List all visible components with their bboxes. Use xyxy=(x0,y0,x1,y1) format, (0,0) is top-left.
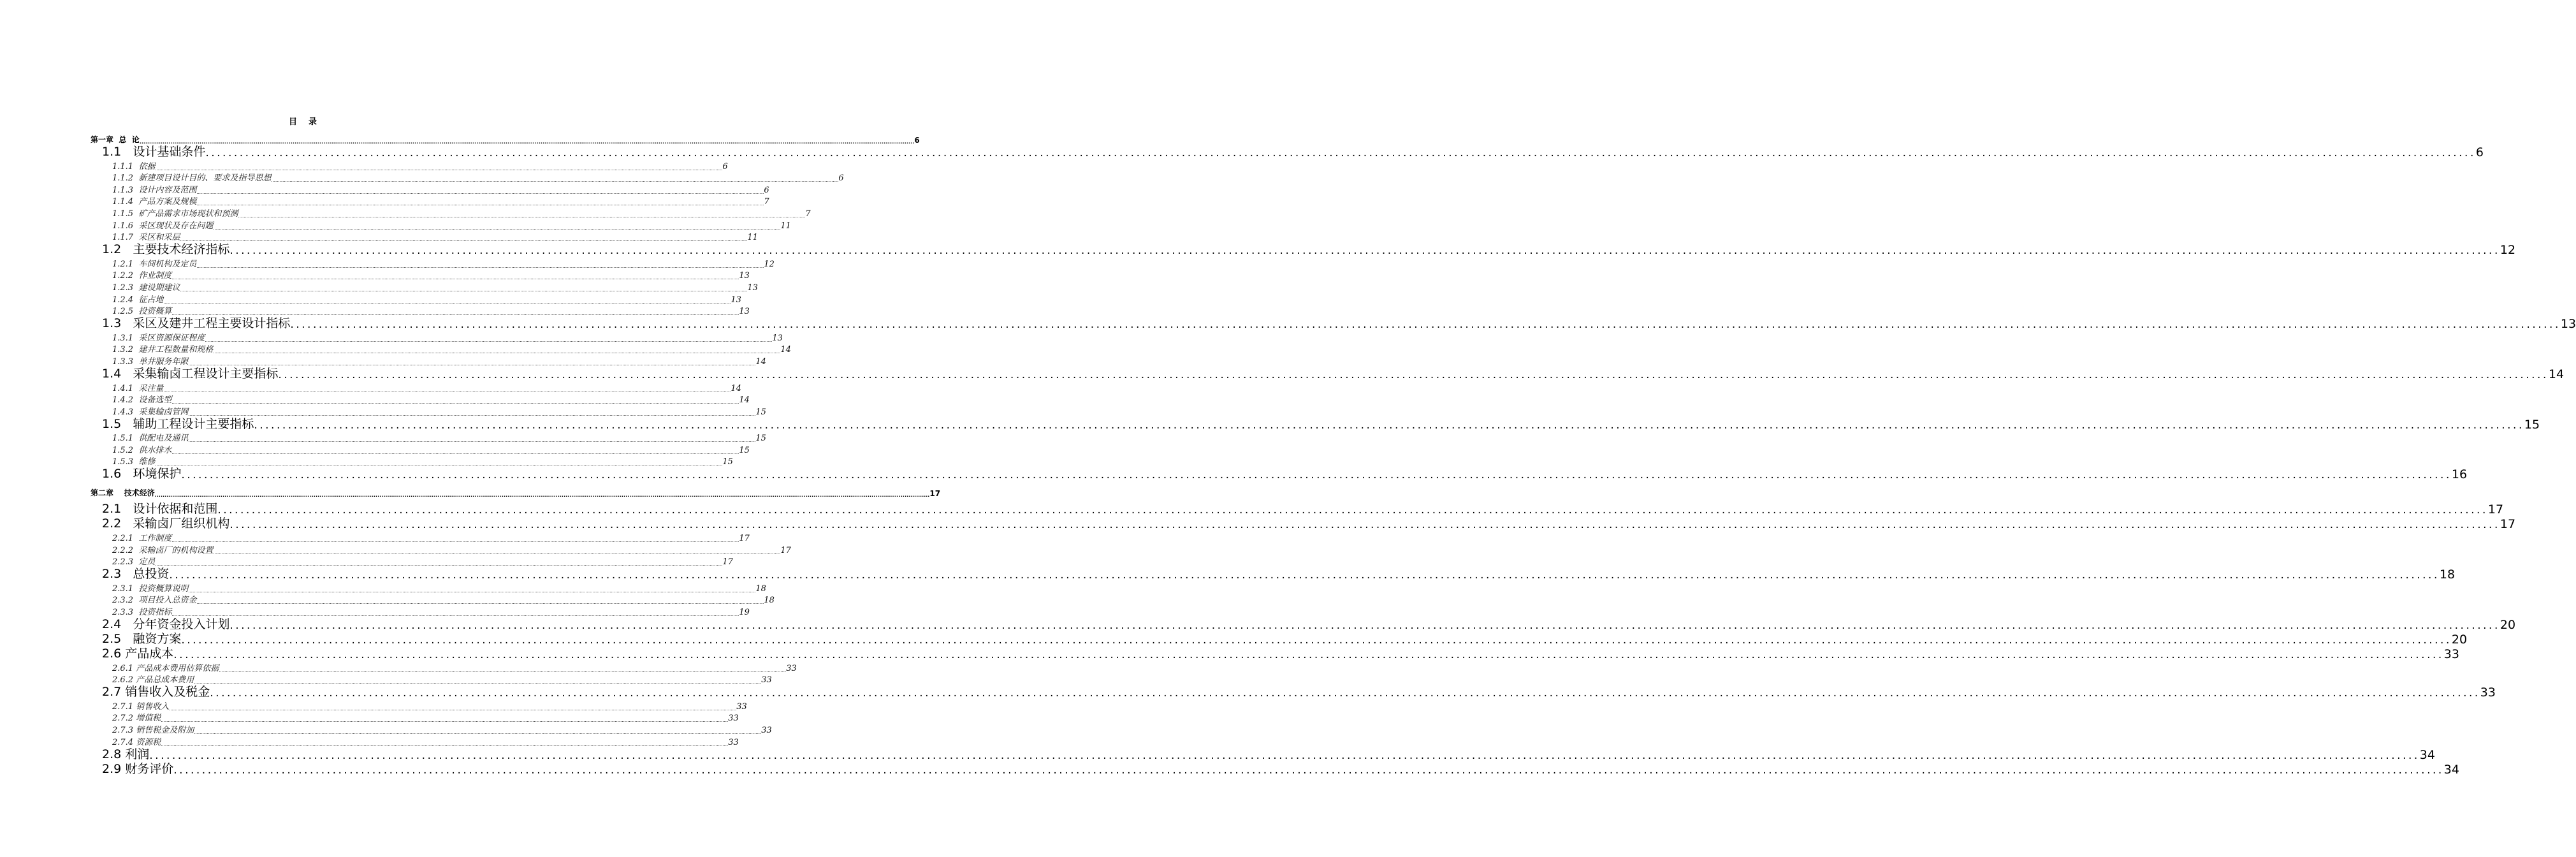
toc-leader-dots: ................................................................................................................................................................................................................................................................................................................................................................................................................ xyxy=(196,263,764,269)
toc-entry[interactable] xyxy=(91,723,772,735)
toc-entry-page: 11 xyxy=(747,233,758,243)
toc-entry[interactable] xyxy=(91,443,750,455)
toc-entry[interactable] xyxy=(91,531,750,544)
toc-entry-title: 1.1.6 采区现状及存在问题 xyxy=(112,221,214,231)
toc-entry[interactable] xyxy=(91,661,797,673)
toc-entry-page: 13 xyxy=(739,271,750,281)
toc-entry-title: 2.6 产品成本 xyxy=(102,647,174,661)
toc-entry-page: 14 xyxy=(731,383,741,393)
toc-entry-title: 2.6.2 产品总成本费用 xyxy=(112,675,194,685)
toc-entry-page: 17 xyxy=(2487,502,2504,517)
toc-leader-dots: ................................................................................................................................................................................................................................................................................................................................................................................................................ xyxy=(173,648,2444,662)
toc-entry-page: 34 xyxy=(2419,747,2435,762)
toc-entry-title: 2.2.2 采输卤厂的机构设置 xyxy=(112,545,214,555)
toc-entry-title: 第二章 技术经济 xyxy=(91,488,155,498)
toc-entry-title: 1.3.1 采区资源保证程度 xyxy=(112,333,205,343)
toc-entry-title: 1.2.2 作业制度 xyxy=(112,271,172,281)
toc-leader-dots: ................................................................................................................................................................................................................................................................................................................................................................................................................ xyxy=(180,287,748,293)
toc-entry-title: 1.4.2 设备选型 xyxy=(112,395,172,406)
toc-leader-dots: ................................................................................................................................................................................................................................................................................................................................................................................................................ xyxy=(196,189,764,195)
toc-entry[interactable] xyxy=(91,761,2459,777)
toc-entry-title: 2.2 采输卤厂组织机构 xyxy=(102,516,230,531)
toc-entry-title: 2.4 分年资金投入计划 xyxy=(102,617,230,632)
toc-entry[interactable] xyxy=(91,183,769,195)
toc-entry-page: 17 xyxy=(739,534,750,544)
toc-entry-page: 14 xyxy=(739,395,750,406)
toc-entry-title: 2.3 总投资 xyxy=(102,567,170,582)
toc-leader-dots: ................................................................................................................................................................................................................................................................................................................................................................................................................ xyxy=(217,504,2488,517)
toc-entry-page: 12 xyxy=(764,259,775,269)
toc-entry-title: 2.5 融资方案 xyxy=(102,632,182,647)
toc-leader-dots: ................................................................................................................................................................................................................................................................................................................................................................................................................ xyxy=(171,311,739,317)
toc-entry-title: 1.4.1 采注量 xyxy=(112,383,164,393)
toc-leader-dots: ................................................................................................................................................................................................................................................................................................................................................................................................................ xyxy=(229,619,2500,633)
toc-entry-title: 1.2.4 征占地 xyxy=(112,295,164,305)
toc-entry[interactable] xyxy=(91,316,2576,332)
toc-entry[interactable] xyxy=(91,281,758,293)
toc-entry[interactable] xyxy=(91,685,2496,700)
toc-entry-title: 1.3.3 单井服务年限 xyxy=(112,356,189,367)
toc-entry[interactable] xyxy=(91,207,811,219)
toc-leader-dots: ................................................................................................................................................................................................................................................................................................................................................................................................................ xyxy=(229,518,2500,532)
toc-entry-page: 6 xyxy=(838,173,844,184)
toc-entry-page: 6 xyxy=(722,161,728,172)
toc-leader-dots: ................................................................................................................................................................................................................................................................................................................................................................................................................ xyxy=(173,763,2444,777)
toc-entry-page: 33 xyxy=(736,701,747,712)
table-of-contents xyxy=(91,132,2576,777)
toc-entry-page: 7 xyxy=(764,197,769,207)
toc-leader-dots: ................................................................................................................................................................................................................................................................................................................................................................................................................ xyxy=(180,237,748,243)
toc-leader-dots: ................................................................................................................................................................................................................................................................................................................................................................................................................ xyxy=(163,299,731,305)
toc-entry-page: 12 xyxy=(2500,243,2516,258)
toc-leader-dots: ................................................................................................................................................................................................................................................................................................................................................................................................................ xyxy=(278,368,2549,381)
toc-entry-page: 16 xyxy=(2451,467,2468,482)
toc-entry-title: 1.1.7 采区和采层 xyxy=(112,233,180,243)
toc-leader-dots: ................................................................................................................................................................................................................................................................................................................................................................................................................ xyxy=(213,550,781,555)
toc-entry-title: 1.6 环境保护 xyxy=(102,467,182,481)
toc-leader-dots: ................................................................................................................................................................................................................................................................................................................................................................................................................ xyxy=(171,400,739,406)
toc-entry-title: 1.2.5 投资概算 xyxy=(112,307,172,317)
toc-leader-dots: ................................................................................................................................................................................................................................................................................................................................................................................................................ xyxy=(171,275,739,281)
toc-entry-page: 18 xyxy=(2439,568,2456,582)
toc-entry-page: 15 xyxy=(722,457,733,467)
toc-entry-title: 1.2.1 车间机构及定员 xyxy=(112,259,197,269)
toc-leader-dots: ................................................................................................................................................................................................................................................................................................................................................................................................................ xyxy=(196,600,764,606)
toc-entry[interactable] xyxy=(91,594,775,606)
toc-entry-page: 7 xyxy=(805,209,811,219)
toc-leader-dots: ................................................................................................................................................................................................................................................................................................................................................................................................................ xyxy=(181,634,2452,647)
toc-entry[interactable] xyxy=(91,293,741,305)
toc-entry-title: 2.7 销售收入及税金 xyxy=(102,685,210,700)
toc-leader-dots: ................................................................................................................................................................................................................................................................................................................................................................................................................ xyxy=(139,139,915,145)
toc-leader-dots: ................................................................................................................................................................................................................................................................................................................................................................................................................ xyxy=(161,742,729,747)
toc-entry[interactable] xyxy=(91,331,783,343)
toc-entry-title: 2.7.2 增值税 xyxy=(112,714,161,724)
toc-entry-page: 34 xyxy=(2443,762,2459,777)
toc-entry[interactable] xyxy=(91,172,844,184)
toc-leader-dots: ................................................................................................................................................................................................................................................................................................................................................................................................................ xyxy=(169,706,737,712)
toc-entry-title: 1.3 采区及建井工程主要设计指标 xyxy=(102,316,291,331)
toc-entry-page: 19 xyxy=(739,608,750,618)
toc-leader-dots: ................................................................................................................................................................................................................................................................................................................................................................................................................ xyxy=(149,749,2420,762)
toc-entry-page: 33 xyxy=(2480,685,2496,700)
toc-entry-title: 1.1.3 设计内容及范围 xyxy=(112,185,197,195)
toc-entry-title: 1.5.1 供配电及通讯 xyxy=(112,434,189,444)
toc-entry-title: 第一章 总 论 xyxy=(91,135,140,144)
toc-entry-title: 2.7.3 销售税金及附加 xyxy=(112,726,194,735)
toc-entry-title: 2.3.3 投资指标 xyxy=(112,608,172,618)
toc-leader-dots: ................................................................................................................................................................................................................................................................................................................................................................................................................ xyxy=(290,318,2561,332)
toc-entry-title: 1.2 主要技术经济指标 xyxy=(102,242,230,257)
toc-leader-dots: ................................................................................................................................................................................................................................................................................................................................................................................................................ xyxy=(154,492,930,499)
toc-entry-page: 15 xyxy=(739,445,750,455)
toc-entry[interactable] xyxy=(91,432,766,444)
toc-leader-dots: ................................................................................................................................................................................................................................................................................................................................................................................................................ xyxy=(171,450,739,455)
toc-entry-title: 1.3.2 建井工程数量和规格 xyxy=(112,345,214,355)
toc-leader-dots: ................................................................................................................................................................................................................................................................................................................................................................................................................ xyxy=(213,225,781,231)
toc-entry[interactable] xyxy=(91,366,2565,381)
toc-leader-dots: ................................................................................................................................................................................................................................................................................................................................................................................................................ xyxy=(155,462,723,467)
toc-entry-title: 1.2.3 建设期建议 xyxy=(112,282,180,293)
toc-entry[interactable] xyxy=(91,242,2516,258)
toc-leader-dots: ................................................................................................................................................................................................................................................................................................................................................................................................................ xyxy=(155,166,723,172)
toc-entry-title: 1.4.3 采集输卤管网 xyxy=(112,407,189,417)
toc-entry[interactable] xyxy=(91,145,2484,159)
toc-entry-page: 15 xyxy=(755,434,766,444)
toc-entry[interactable] xyxy=(91,393,750,406)
toc-entry-title: 2.3.1 投资概算说明 xyxy=(112,583,189,594)
toc-leader-dots: ................................................................................................................................................................................................................................................................................................................................................................................................................ xyxy=(238,213,806,219)
toc-entry-page: 33 xyxy=(2443,647,2459,662)
toc-entry-title: 2.7.1 销售收入 xyxy=(112,701,170,712)
toc-entry[interactable] xyxy=(91,257,775,269)
toc-leader-dots: ................................................................................................................................................................................................................................................................................................................................................................................................................ xyxy=(271,178,839,184)
toc-leader-dots: ................................................................................................................................................................................................................................................................................................................................................................................................................ xyxy=(181,469,2452,482)
toc-leader-dots: ................................................................................................................................................................................................................................................................................................................................................................................................................ xyxy=(254,418,2524,432)
toc-entry-title: 2.1 设计依据和范围 xyxy=(102,502,218,516)
toc-entry-title: 2.3.2 项目投入总资金 xyxy=(112,596,197,606)
toc-entry-title: 1.1.4 产品方案及规模 xyxy=(112,197,197,207)
toc-entry-page: 6 xyxy=(764,185,769,195)
toc-leader-dots: ................................................................................................................................................................................................................................................................................................................................................................................................................ xyxy=(194,730,762,735)
toc-entry-page: 17 xyxy=(929,489,941,499)
toc-entry-page: 20 xyxy=(2451,633,2468,647)
toc-entry[interactable] xyxy=(91,343,791,355)
toc-leader-dots: ................................................................................................................................................................................................................................................................................................................................................................................................................ xyxy=(213,349,781,355)
toc-entry-page: 20 xyxy=(2500,618,2516,633)
toc-leader-dots: ................................................................................................................................................................................................................................................................................................................................................................................................................ xyxy=(188,361,756,367)
toc-entry-page: 18 xyxy=(755,583,766,594)
toc-entry-page: 14 xyxy=(2548,367,2565,381)
toc-entry-page: 15 xyxy=(755,407,766,417)
toc-entry[interactable] xyxy=(91,543,791,555)
toc-entry-page: 14 xyxy=(780,345,791,355)
toc-entry[interactable] xyxy=(91,735,739,747)
toc-leader-dots: ................................................................................................................................................................................................................................................................................................................................................................................................................ xyxy=(219,668,787,673)
toc-entry-title: 2.2.1 工作制度 xyxy=(112,534,172,544)
toc-entry-page: 33 xyxy=(728,737,739,747)
toc-entry-title: 2.9 财务评价 xyxy=(102,761,174,776)
toc-entry-page: 13 xyxy=(2560,317,2576,332)
toc-entry-page: 14 xyxy=(755,356,766,367)
toc-title: 目 录 xyxy=(288,117,317,127)
toc-entry-page: 33 xyxy=(786,663,797,673)
toc-entry-title: 1.5.2 供水排水 xyxy=(112,445,172,455)
toc-leader-dots: ................................................................................................................................................................................................................................................................................................................................................................................................................ xyxy=(205,147,2476,159)
toc-entry-page: 15 xyxy=(2524,417,2540,432)
toc-entry[interactable] xyxy=(91,219,791,231)
toc-entry-page: 6 xyxy=(2475,145,2484,159)
toc-entry-title: 1.1.1 依据 xyxy=(112,161,156,172)
toc-leader-dots: ................................................................................................................................................................................................................................................................................................................................................................................................................ xyxy=(163,388,731,393)
toc-entry-title: 2.8 利润 xyxy=(102,747,150,761)
toc-leader-dots: ................................................................................................................................................................................................................................................................................................................................................................................................................ xyxy=(194,680,762,685)
toc-entry[interactable] xyxy=(91,712,739,724)
toc-entry[interactable] xyxy=(91,467,2468,482)
toc-entry-page: 33 xyxy=(761,675,772,685)
toc-entry-title: 1.1.5 矿产品需求市场现状和预测 xyxy=(112,209,238,219)
toc-entry[interactable] xyxy=(91,416,2540,432)
toc-entry[interactable] xyxy=(91,582,766,594)
toc-leader-dots: ................................................................................................................................................................................................................................................................................................................................................................................................................ xyxy=(229,244,2500,258)
toc-entry[interactable] xyxy=(91,159,728,172)
toc-entry-title: 1.4 采集输卤工程设计主要指标 xyxy=(102,366,279,381)
toc-entry-page: 13 xyxy=(731,295,741,305)
toc-entry-title: 1.5.3 维修 xyxy=(112,457,156,467)
toc-entry-title: 1.1 设计基础条件 xyxy=(102,145,206,159)
toc-entry[interactable] xyxy=(91,567,2456,582)
toc-entry-title: 1.5 辅助工程设计主要指标 xyxy=(102,416,254,431)
toc-entry-page: 13 xyxy=(772,333,783,343)
toc-entry-page: 11 xyxy=(780,221,791,231)
toc-leader-dots: ................................................................................................................................................................................................................................................................................................................................................................................................................ xyxy=(196,201,764,207)
toc-entry[interactable] xyxy=(91,485,941,499)
toc-entry-title: 2.7.4 资源税 xyxy=(112,737,161,747)
toc-leader-dots: ................................................................................................................................................................................................................................................................................................................................................................................................................ xyxy=(171,538,739,544)
toc-entry[interactable] xyxy=(91,647,2459,662)
toc-entry-page: 18 xyxy=(764,596,775,606)
toc-entry-page: 6 xyxy=(914,136,920,145)
toc-entry[interactable] xyxy=(91,516,2516,532)
toc-leader-dots: ................................................................................................................................................................................................................................................................................................................................................................................................................ xyxy=(155,562,723,568)
toc-entry-page: 17 xyxy=(722,557,733,568)
toc-leader-dots: ................................................................................................................................................................................................................................................................................................................................................................................................................ xyxy=(161,718,729,724)
toc-entry[interactable] xyxy=(91,700,747,712)
toc-leader-dots: ................................................................................................................................................................................................................................................................................................................................................................................................................ xyxy=(188,438,756,444)
toc-leader-dots: ................................................................................................................................................................................................................................................................................................................................................................................................................ xyxy=(210,687,2480,700)
toc-entry[interactable] xyxy=(91,195,769,207)
toc-entry-page: 17 xyxy=(780,545,791,555)
toc-leader-dots: ................................................................................................................................................................................................................................................................................................................................................................................................................ xyxy=(205,337,773,343)
toc-entry-page: 13 xyxy=(747,282,758,293)
toc-entry[interactable] xyxy=(91,381,741,393)
toc-leader-dots: ................................................................................................................................................................................................................................................................................................................................................................................................................ xyxy=(171,612,739,618)
toc-leader-dots: ................................................................................................................................................................................................................................................................................................................................................................................................................ xyxy=(169,569,2440,582)
toc-entry[interactable] xyxy=(91,269,750,281)
toc-entry-page: 13 xyxy=(739,307,750,317)
toc-entry-title: 1.1.2 新建项目设计目的、要求及指导思想 xyxy=(112,173,272,184)
toc-entry-title: 2.6.1 产品成本费用估算依据 xyxy=(112,663,219,673)
toc-entry-page: 17 xyxy=(2500,517,2516,532)
toc-entry-page: 33 xyxy=(728,714,739,724)
toc-leader-dots: ................................................................................................................................................................................................................................................................................................................................................................................................................ xyxy=(188,588,756,594)
toc-entry-title: 2.2.3 定员 xyxy=(112,557,156,568)
toc-leader-dots: ................................................................................................................................................................................................................................................................................................................................................................................................................ xyxy=(188,411,756,417)
toc-entry-page: 33 xyxy=(761,726,772,735)
